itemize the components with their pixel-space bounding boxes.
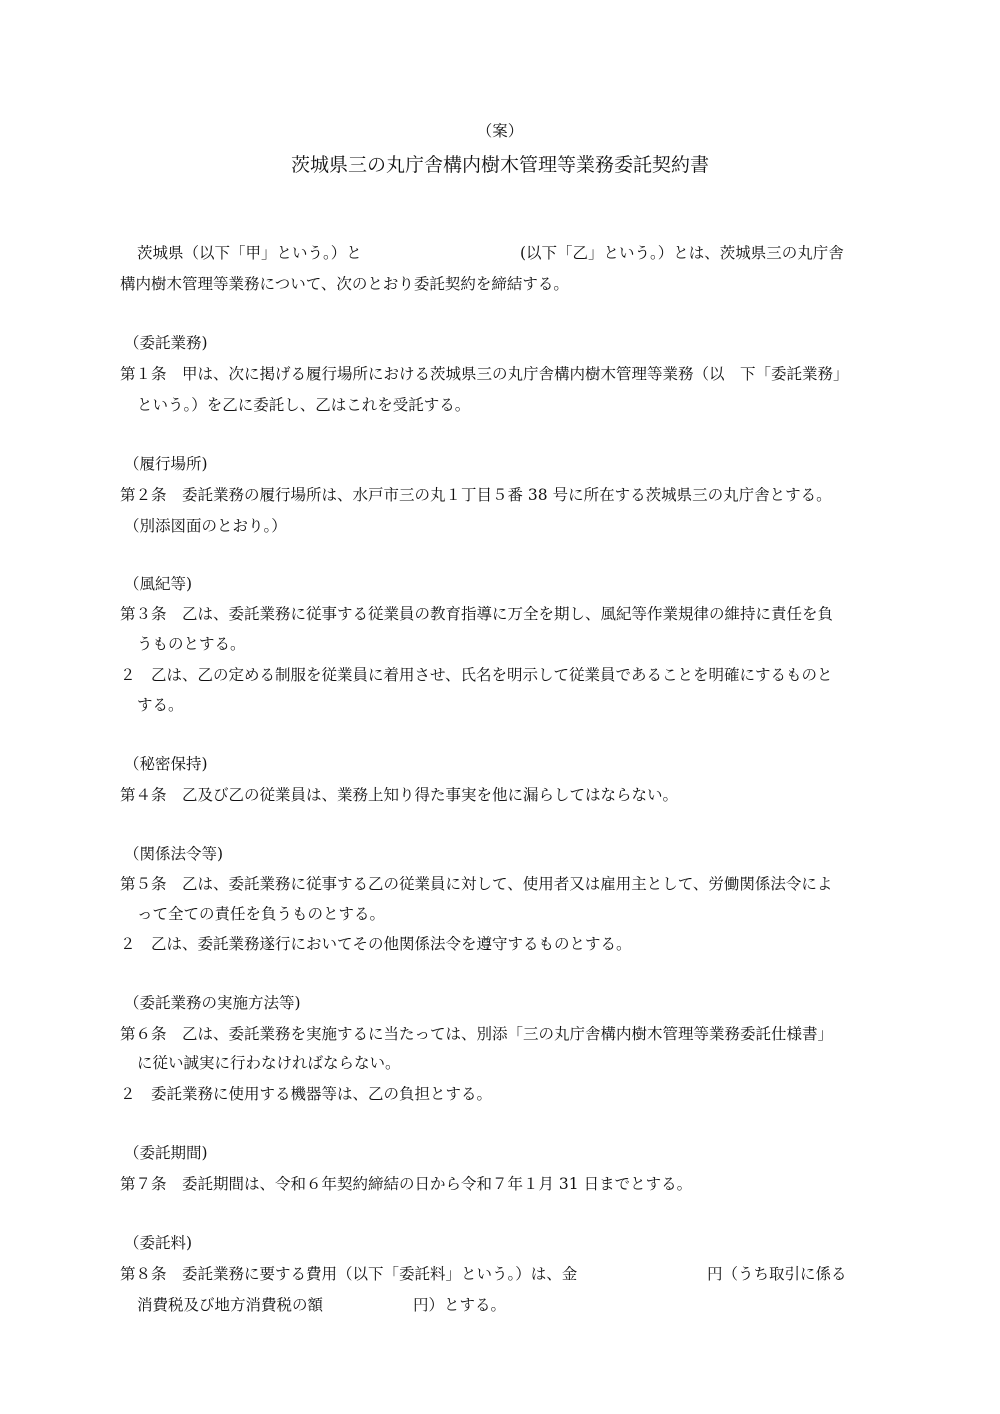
article-3-line: 第３条 乙は、委託業務に従事する従業員の教育指導に万全を期し、風紀等作業規律の維持に責任を負 <box>120 605 834 623</box>
article-7-heading: （委託期間) <box>124 1144 208 1162</box>
article-5-paragraph-2: ２ 乙は、委託業務遂行においてその他関係法令を遵守するものとする。 <box>120 935 632 953</box>
article-6-line: 第６条 乙は、委託業務を実施するに当たっては、別添「三の丸庁舎構内樹木管理等業務委託仕様書」 <box>120 1025 834 1043</box>
preamble-party-b: (以下「乙」という。）とは、茨城県三の丸庁舎 <box>520 244 844 262</box>
article-7-line: 第７条 委託期間は、令和６年契約締結の日から令和７年１月 31 日までとする。 <box>120 1175 693 1193</box>
article-6-heading: （委託業務の実施方法等) <box>124 994 301 1012</box>
article-4-line: 第４条 乙及び乙の従業員は、業務上知り得た事実を他に漏らしてはならない。 <box>120 786 679 804</box>
article-5-heading: （関係法令等) <box>124 845 224 863</box>
article-8-line: 消費税及び地方消費税の額 <box>137 1296 324 1314</box>
article-3-line: うものとする。 <box>137 635 246 653</box>
preamble-party-a: 茨城県（以下「甲」という。）と <box>137 244 362 262</box>
article-3-paragraph-2: ２ 乙は、乙の定める制服を従業員に着用させ、氏名を明示して従業員であることを明確にするものと <box>120 666 833 684</box>
article-8-line-tail: 円（うち取引に係る <box>707 1265 847 1283</box>
article-3-paragraph-2: する。 <box>137 696 184 714</box>
article-4-heading: （秘密保持) <box>124 755 208 773</box>
article-6-line: に従い誠実に行わなければならない。 <box>137 1054 401 1072</box>
article-8-heading: （委託料) <box>124 1234 193 1252</box>
article-2-line: （別添図面のとおり。） <box>124 517 287 535</box>
article-2-line: 第２条 委託業務の履行場所は、水戸市三の丸１丁目５番 38 号に所在する茨城県三の丸庁舎とする。 <box>120 486 832 504</box>
article-5-line: って全ての責任を負うものとする。 <box>137 905 386 923</box>
article-1-heading: （委託業務) <box>124 334 208 352</box>
article-1-line: という。）を乙に委託し、乙はこれを受託する。 <box>137 396 471 414</box>
article-8-line: 第８条 委託業務に要する費用（以下「委託料」という。）は、金 <box>120 1265 578 1283</box>
article-5-line: 第５条 乙は、委託業務に従事する乙の従業員に対して、使用者又は雇用主として、労働関係法令によ <box>120 875 833 893</box>
preamble-line-2: 構内樹木管理等業務について、次のとおり委託契約を締結する。 <box>120 275 569 293</box>
article-6-paragraph-2: ２ 委託業務に使用する機器等は、乙の負担とする。 <box>120 1085 493 1103</box>
article-8-line-tail: 円）とする。 <box>413 1296 507 1314</box>
article-1-line: 第１条 甲は、次に掲げる履行場所における茨城県三の丸庁舎構内樹木管理等業務（以 下「委託業務」 <box>120 365 849 383</box>
article-3-heading: （風紀等) <box>124 575 193 593</box>
article-2-heading: （履行場所) <box>124 455 208 473</box>
draft-mark: （案） <box>476 122 524 140</box>
document-title: 茨城県三の丸庁舎構内樹木管理等業務委託契約書 <box>290 154 709 176</box>
